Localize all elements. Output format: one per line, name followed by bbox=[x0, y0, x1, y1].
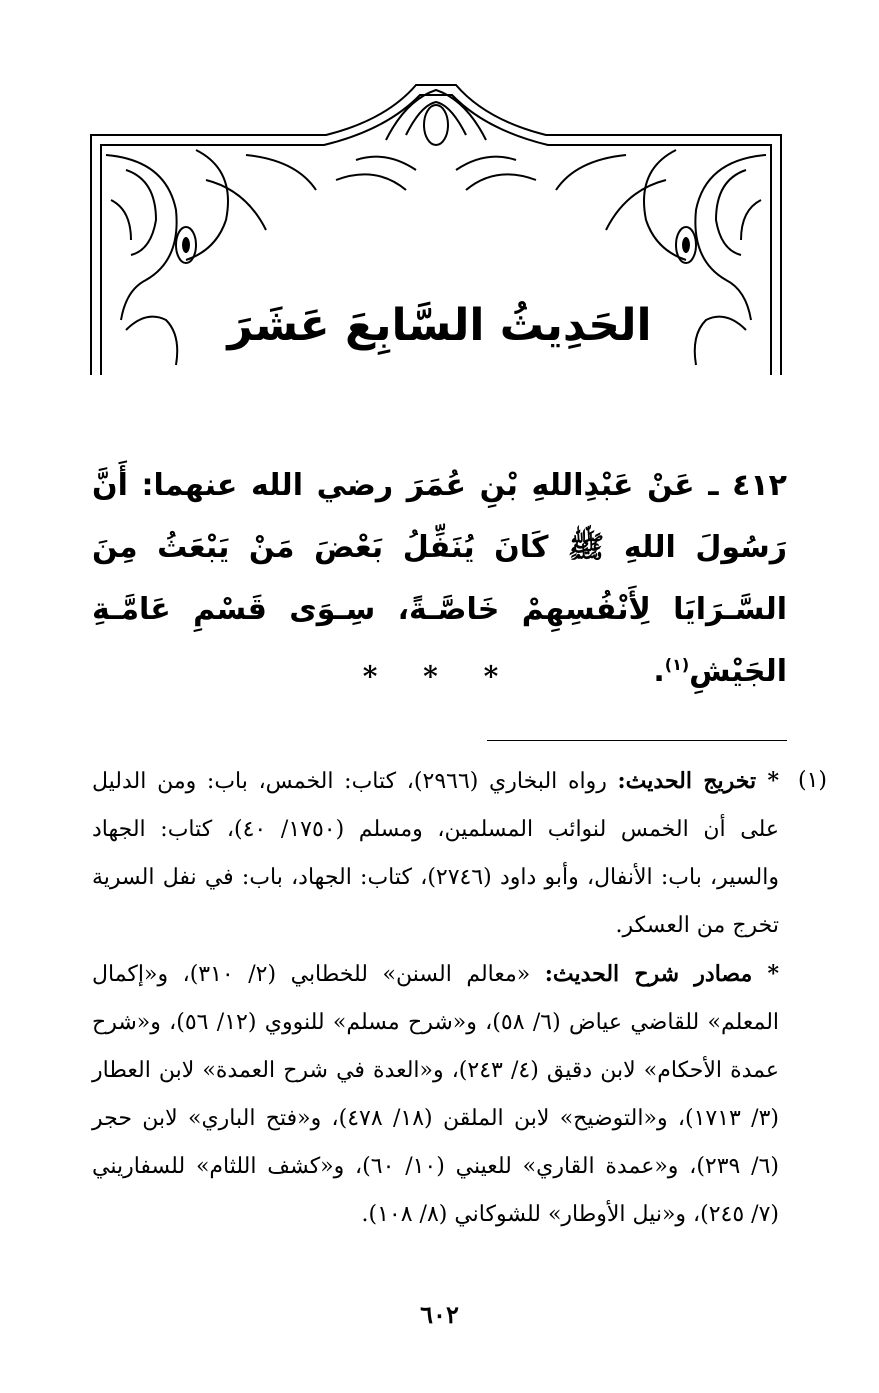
footnote-item bbox=[92, 757, 827, 1239]
takhrij-label: * تخريج الحديث: bbox=[617, 768, 779, 794]
page-number: ٦٠٢ bbox=[420, 1300, 459, 1329]
footnote-divider bbox=[487, 740, 787, 741]
sources-text: «معالم السنن» للخطابي (٢/ ٣١٠)، و«إكمال المعلم» للقاضي عياض (٦/ ٥٨)، و«شرح مسلم» للنووي (١٢/ ٥٦)، و«شرح عمدة الأحكام» لابن دقيق (٤/ ٢٤٣)، و«العدة في شرح العمدة» لابن العطار (٣/ ١٧١٣)، و«التوضيح» لابن الملقن (١٨/ ٤٧٨)، و«فتح الباري» لابن حجر (٦/ ٢٣٩)، و«عمدة القاري» للعيني (١٠/ ٦٠)، و«كشف اللثام» للسفاريني (٧/ ٢٤٥)، و«نيل الأوطار» للشوكاني (٨/ ١٠٨). bbox=[92, 962, 780, 1227]
hadith-text: ٤١٢ ـ عَنْ عَبْدِاللهِ بْنِ عُمَرَ رضي الله عنهما: أَنَّ رَسُولَ اللهِ ﷺ كَانَ يُنَفِّلُ بَعْضَ مَنْ يَبْعَثُ مِنَ السَّـرَايَا لِأَنْفُسِهِمْ خَاصَّـةً، سِـوَى قَسْمِ عَامَّـةِ الجَيْشِ bbox=[92, 468, 787, 689]
footnote-takhrij bbox=[92, 757, 779, 950]
section-separator: * * * bbox=[362, 660, 517, 693]
hadith-end-mark: . bbox=[653, 654, 665, 689]
takhrij-text: رواه البخاري (٢٩٦٦)، كتاب: الخمس، باب: ومن الدليل على أن الخمس لنوائب المسلمين، ومسلم (١٧٥٠/ ٤٠)، كتاب: الجهاد والسير، باب: الأنفال، وأبو داود (٢٧٤٦)، كتاب: الجهاد، باب: في نفل السرية تخرج من العسكر. bbox=[92, 769, 780, 938]
footnote-reference: (١) bbox=[664, 655, 690, 674]
footnote-sources bbox=[92, 950, 779, 1239]
sources-label: * مصادر شرح الحديث: bbox=[544, 961, 779, 987]
footnotes bbox=[92, 757, 827, 1239]
chapter-title: الحَدِيثُ السَّابِعَ عَشَرَ bbox=[227, 300, 652, 351]
footnote-number: (١) bbox=[797, 768, 827, 793]
